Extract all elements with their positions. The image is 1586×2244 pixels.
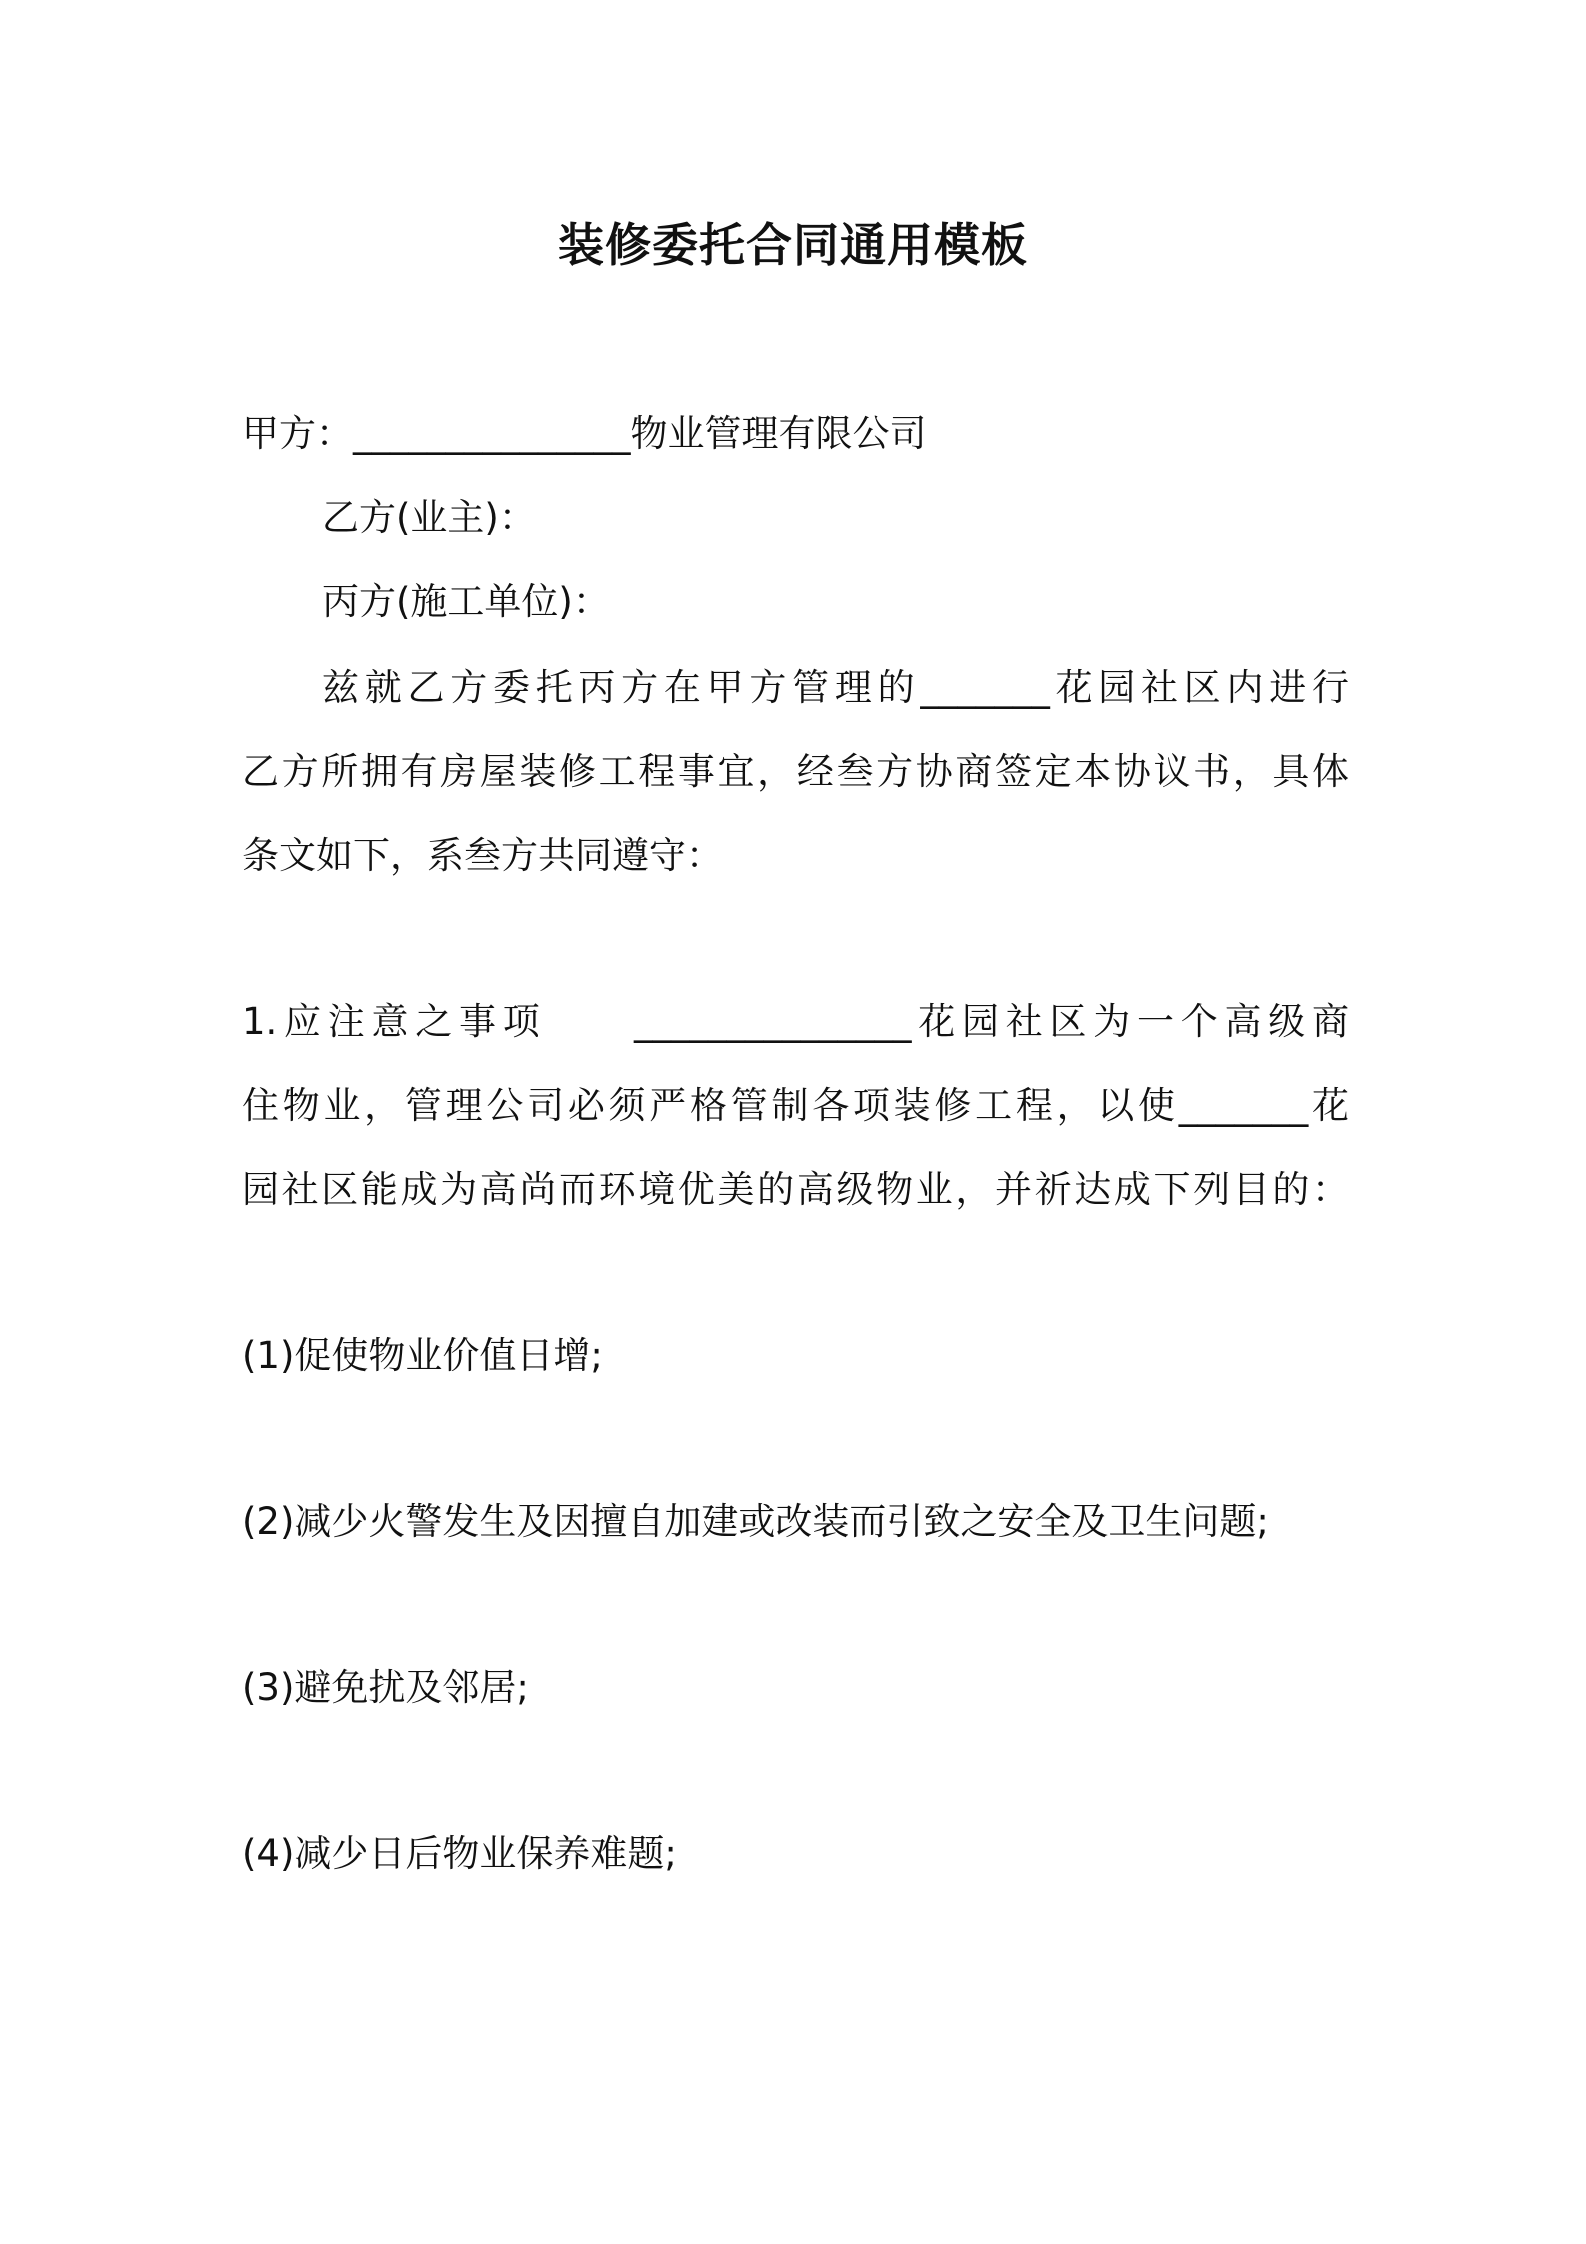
intro-line-3: 条文如下，系叁方共同遵守：	[242, 834, 723, 877]
party-c-line: 丙方(施工单位)：	[322, 580, 610, 623]
party-a-line: 甲方：_______________物业管理有限公司	[242, 412, 927, 455]
intro-line-1: 兹就乙方委托丙方在甲方管理的_______花园社区内进行	[322, 666, 1349, 709]
list-item-4: (4)减少日后物业保养难题;	[242, 1832, 677, 1875]
section1-line-3: 园社区能成为高尚而环境优美的高级物业，并祈达成下列目的：	[242, 1168, 1349, 1211]
document-title: 装修委托合同通用模板	[558, 218, 1028, 272]
list-item-3: (3)避免扰及邻居;	[242, 1666, 529, 1709]
section1-line-2: 住物业，管理公司必须严格管制各项装修工程，以使_______花	[242, 1084, 1349, 1127]
section1-line-1: 1.应注意之事项 _______________花园社区为一个高级商	[242, 1000, 1349, 1043]
list-item-1: (1)促使物业价值日增;	[242, 1334, 603, 1377]
list-item-2: (2)减少火警发生及因擅自加建或改装而引致之安全及卫生问题;	[242, 1500, 1269, 1543]
party-b-line: 乙方(业主)：	[322, 496, 536, 539]
intro-line-2: 乙方所拥有房屋装修工程事宜，经叁方协商签定本协议书，具体	[242, 750, 1349, 793]
